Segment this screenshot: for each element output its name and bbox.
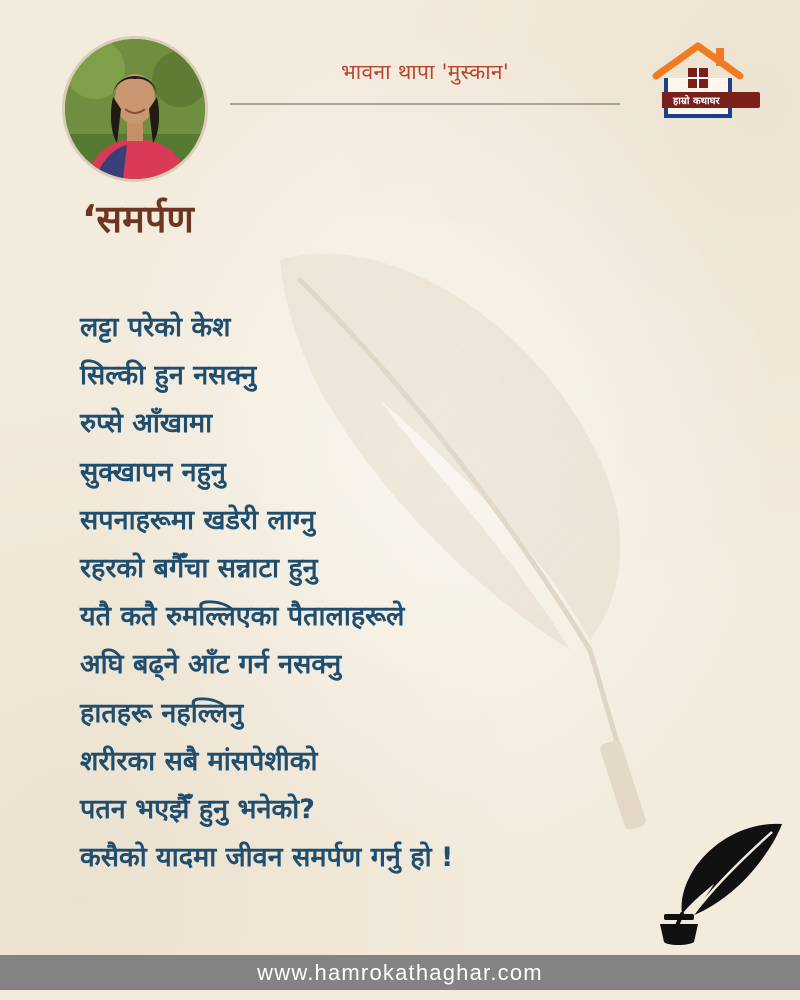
poem-line: यतै कतै रुमल्लिएका पैतालाहरूले [80, 601, 405, 633]
poem-line: शरीरका सबै मांसपेशीको [80, 745, 318, 777]
author-photo [62, 36, 208, 182]
author-name: भावना थापा 'मुस्कान' [341, 60, 509, 84]
website-footer[interactable]: www.hamrokathaghar.com [0, 955, 800, 990]
poem-line: कसैको यादमा जीवन समर्पण गर्नु हो ! [80, 842, 454, 874]
logo-text: हाम्रो कथाघर [670, 92, 760, 108]
poem-line: सुक्खापन नहुनु [80, 456, 226, 488]
poem-title: ‘समर्पण [82, 197, 194, 241]
poem-body [80, 304, 680, 882]
quill-inkpot-icon [652, 818, 790, 950]
bottom-band [0, 990, 800, 1000]
poem-line: सिल्की हुन नसक्नु [80, 360, 257, 392]
poem-line: हातहरू नहल्लिनु [80, 697, 244, 729]
poem-line: लट्टा परेको केश [80, 312, 231, 343]
poem-line: पतन भएझैँ हुनु भनेको? [80, 793, 315, 825]
poem-line: सपनाहरूमा खडेरी लाग्नु [80, 504, 316, 536]
poem-line: रहरको बगैँचा सन्नाटा हुनु [80, 552, 318, 584]
hamrokathaghar-logo [650, 40, 746, 122]
author-divider [230, 103, 620, 105]
poem-line: अघि बढ्ने आँट गर्न नसक्नु [80, 649, 342, 681]
poem-line: रुप्से आँखामा [80, 408, 213, 440]
